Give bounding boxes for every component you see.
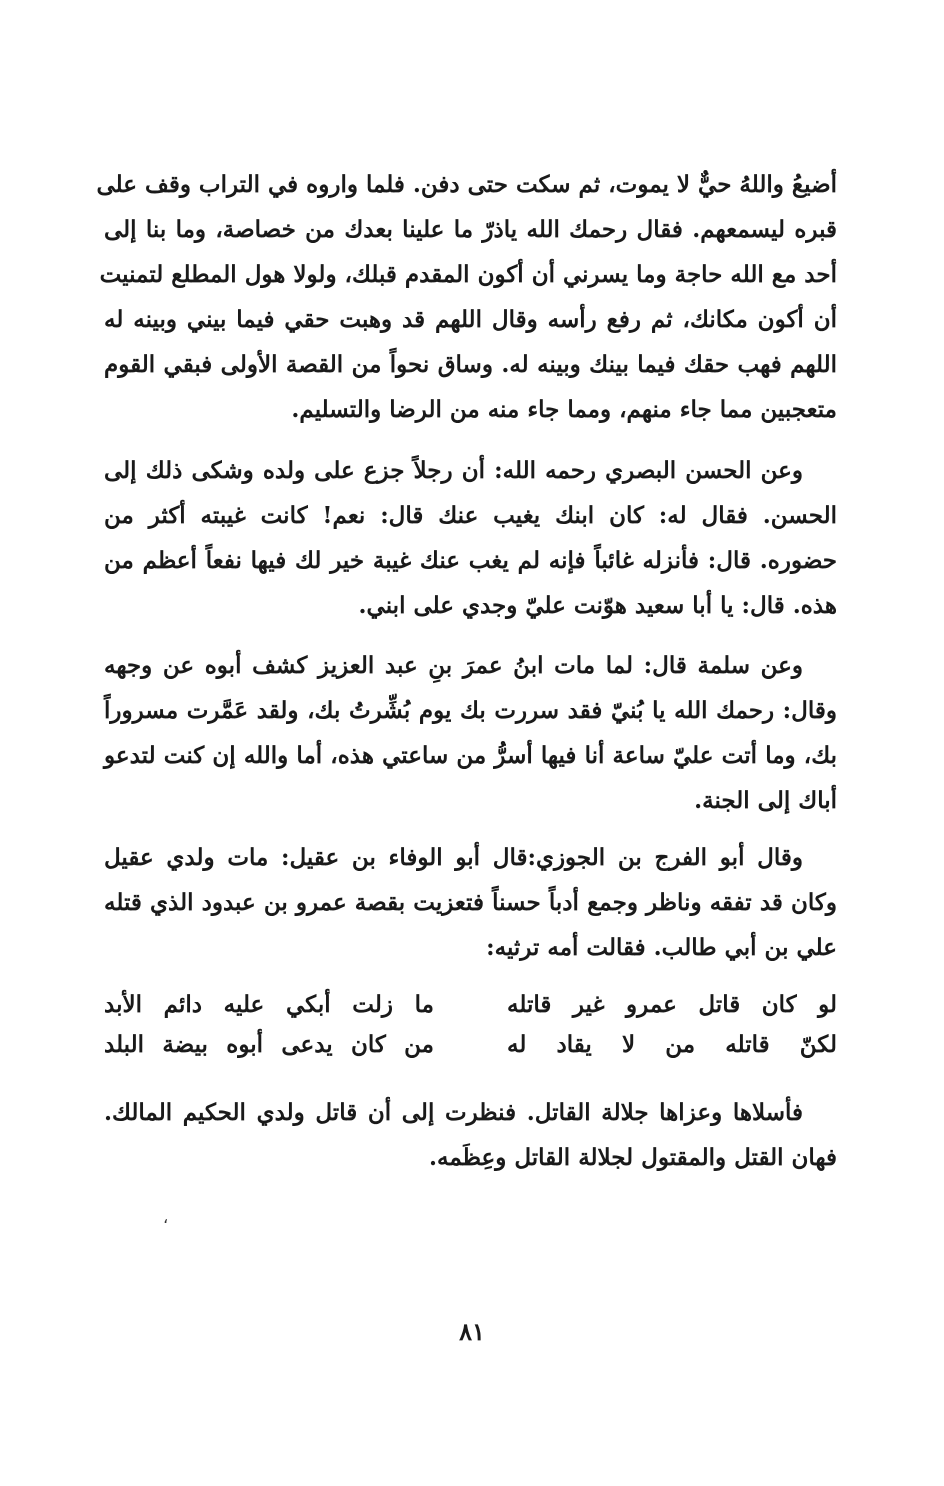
paragraph-2 <box>104 448 837 628</box>
text-line: الحسن. فقال له: كان ابنك يغيب عنك قال: نعم! كانت غيبته أكثر من <box>104 502 837 529</box>
poem <box>104 985 837 1065</box>
text-line: أضيعُ واللهُ حيٌّ لا يموت، ثم سكت حتى دفن. فلما واروه في التراب وقف على <box>96 171 837 198</box>
text-line: فهان القتل والمقتول لجلالة القاتل وعِظَمه. <box>428 1144 837 1171</box>
poem-verse <box>104 985 837 1025</box>
text-line: بك، وما أتت عليّ ساعة أنا فيها أسرُّ من ساعتي هذه، أما والله إن كنت لتدعو <box>104 742 837 769</box>
text-line: وقال أبو الفرج بن الجوزي:قال أبو الوفاء بن عقيل: مات ولدي عقيل <box>104 844 803 871</box>
paragraph-1 <box>96 162 837 432</box>
text-line: اللهم فهب حقك فيما بينك وبينه له. وساق نحواً من القصة الأولى فبقي القوم <box>104 351 837 378</box>
text-line: حضوره. قال: فأنزله غائباً فإنه لم يغب عنك غيبة خير لك فيها نفعاً أعظم من <box>104 547 837 574</box>
poem-hemistich-second: من كان يدعى أبوه بيضة البلد <box>104 1031 434 1058</box>
poem-hemistich-first: لو كان قاتل عمرو غير قاتله <box>507 991 837 1018</box>
text-line: وكان قد تفقه وناظر وجمع أدباً حسناً فتعزيت بقصة عمرو بن عبدود الذي قتله <box>104 889 837 916</box>
text-line: علي بن أبي طالب. فقالت أمه ترثيه: <box>486 934 837 961</box>
poem-hemistich-second: ما زلت أبكي عليه دائم الأبد <box>104 991 434 1018</box>
text-line: وعن الحسن البصري رحمه الله: أن رجلاً جزع على ولده وشكى ذلك إلى <box>104 457 803 484</box>
text-line: أباك إلى الجنة. <box>694 787 837 814</box>
stray-mark: ، <box>163 1208 169 1227</box>
text-line: أن أكون مكانك، ثم رفع رأسه وقال اللهم قد وهبت حقي فيما بيني وبينه له <box>104 306 837 333</box>
poem-verse <box>104 1025 837 1065</box>
text-line: وعن سلمة قال: لما مات ابنُ عمرَ بنِ عبد العزيز كشف أبوه عن وجهه <box>104 652 803 679</box>
text-line: أحد مع الله حاجة وما يسرني أن أكون المقدم قبلك، ولولا هول المطلع لتمنيت <box>99 261 837 288</box>
poem-hemistich-first: لكنّ قاتله من لا يقاد له <box>507 1031 837 1058</box>
text-line: فأسلاها وعزاها جلالة القاتل. فنظرت إلى أن قاتل ولدي الحكيم المالك. <box>104 1099 803 1126</box>
paragraph-closing <box>104 1090 837 1180</box>
text-line: متعجبين مما جاء منهم، ومما جاء منه من الرضا والتسليم. <box>291 396 837 423</box>
text-line: قبره ليسمعهم. فقال رحمك الله ياذرّ ما علينا بعدك من خصاصة، وما بنا إلى <box>104 216 837 243</box>
paragraph-3 <box>104 643 837 823</box>
text-line: هذه. قال: يا أبا سعيد هوّنت عليّ وجدي على ابني. <box>358 592 837 619</box>
paragraph-4 <box>104 835 837 970</box>
page-number: ٨١ <box>459 1317 485 1346</box>
text-line: وقال: رحمك الله يا بُنيّ فقد سررت بك يوم بُشِّرتُ بك، ولقد عَمَّرت مسروراً <box>104 697 837 724</box>
